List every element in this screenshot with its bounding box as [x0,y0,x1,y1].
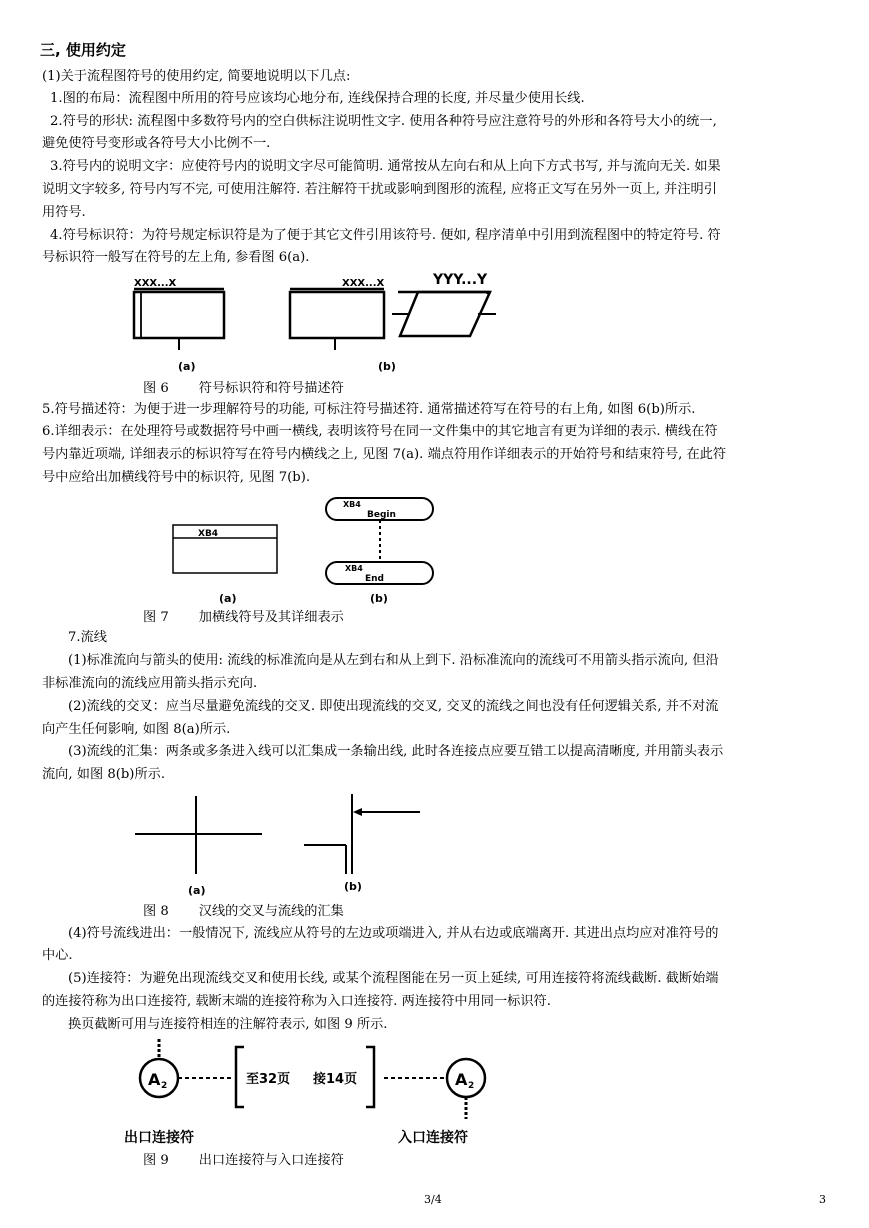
svg-text:2: 2 [161,1081,168,1091]
fig7-end-label: End [365,574,384,584]
text-line: (3)流线的汇集：两条或多条进入线可以汇集成一条输出线, 此时各连接点应要互错工以提高清晰度, 并用箭头表示 [68,744,724,759]
fig7-label-a: XB4 [198,529,219,539]
caption-text: 加横线符号及其详细表示 [198,610,344,625]
text-line: 4.符号标识符：为符号规定标识符是为了便于其它文件引用该符号. 便如, 程序清单中引用到流程图中的特定符号. 符 [50,228,721,243]
text-line: 5.符号描述符：为便于进一步理解符号的功能, 可标注符号描述符. 通常描述符写在符号的右上角, 如图 6(b)所示. [42,402,696,417]
text-line: 用符号. [42,205,86,220]
text-line: 1.图的布局：流程图中所用的符号应该均心地分布, 连线保持合理的长度, 并尽量少使用长线. [50,91,585,106]
caption-text: 出口连接符与入口连接符 [198,1153,344,1168]
caption-text: 符号标识符和符号描述符 [198,381,344,396]
figure-7 [0,492,869,612]
caption-text: 汉线的交叉与流线的汇集 [198,904,344,919]
fig6-sub-b: (b) [378,360,396,373]
text-line: 号内靠近项端, 详细表示的标识符写在符号内横线之上, 见图 7(a). 端点符用作详细表示的开始符号和结束符号, 在此符 [42,447,727,462]
text-line: 中心. [42,948,73,963]
fig8-arrow [353,808,362,816]
fig6-descriptor-id-label: XXX...X [342,278,385,289]
page-number-right: 3 [819,1193,826,1206]
text-line: 号标识符一般写在符号的左上角, 参看图 6(a). [42,250,310,265]
text-line: (2)流线的交叉：应当尽量避免流线的交叉. 即使出现流线的交叉, 交叉的流线之间也没有任何逻辑关系, 并不对流 [68,699,719,714]
caption-number: 图 6 [143,381,169,396]
fig7-end-id: XB4 [345,564,363,573]
text-line: 号中应给出加横线符号中的标识符, 见图 7(b). [42,470,311,485]
svg-text:A: A [455,1070,468,1089]
figure-9 [0,1035,869,1155]
fig6-descriptor-label: YYY...Y [433,272,488,288]
text-line: (1)标准流向与箭头的使用: 流线的标准流向是从左到右和从上到下. 沿标准流向的流线可不用箭头指示流向, 但沿 [68,653,719,668]
text-line: 的连接符称为出口连接符, 载断末端的连接符称为入口连接符. 两连接符中用同一标识符. [42,994,551,1009]
fig6-sub-a: (a) [178,360,196,373]
figure-8-caption [143,900,344,919]
text-line: 换页截断可用与连接符相连的注解符表示, 如图 9 所示. [68,1017,388,1032]
fig9-entry-label: 入口连接符 [398,1130,468,1146]
text-line: 7.流线 [68,630,107,645]
fig7-sub-a: (a) [219,592,237,605]
fig6-identifier-label: XXX...X [134,278,177,289]
fig7-striped-symbol [173,525,277,573]
fig7-begin-label: Begin [367,510,396,520]
caption-number: 图 9 [143,1153,169,1168]
fig6-symbol-b [290,292,384,338]
svg-text:2: 2 [468,1081,475,1091]
fig9-exit-label: 出口连接符 [124,1130,194,1146]
figure-9-caption [143,1149,344,1168]
fig8-sub-b: (b) [344,880,362,893]
text-line: 避免使符号变形或各符号大小比例不一. [42,136,271,151]
fig9-annotation-left: 至32页 [246,1072,291,1087]
text-line: 向产生任何影响, 如图 8(a)所示. [42,722,231,737]
fig9-annotation-right-bracket [366,1047,374,1107]
figure-7-caption [143,606,344,625]
section-title: 三, 使用约定 [40,41,126,59]
text-line: 3.符号内的说明文字：应使符号内的说明文字尽可能简明. 通常按从左向右和从上向下方式书写, 并与流向无关. 如果 [50,159,721,174]
text-line: 6.详细表示：在处理符号或数据符号中画一横线, 表明该符号在同一文件集中的其它地言有更为详细的表示. 横线在符 [42,424,718,439]
fig6-parallelogram [400,292,490,336]
figure-6 [0,272,869,402]
text-line: (5)连接符：为避免出现流线交叉和使用长线, 或某个流程图能在另一页上延续, 可用连接符将流线截断. 截断始端 [68,971,719,986]
svg-text:A: A [148,1070,161,1089]
fig7-begin-id: XB4 [343,500,361,509]
caption-number: 图 8 [143,904,169,919]
text-line: 非标准流向的流线应用箭头指示充向. [42,676,258,691]
figure-6-caption [143,377,344,396]
text-line: 2.符号的形状: 流程图中多数符号内的空白供标注说明性文字. 使用各种符号应注意符号的外形和各符号大小的统一, [50,114,717,129]
text-line: (4)符号流线进出：一般情况下, 流线应从符号的左边或项端进入, 并从右边或底端离开. 其进出点均应对准符号的 [68,926,719,941]
fig9-annotation-right: 接14页 [313,1072,358,1087]
fig9-annotation-left-bracket [236,1047,244,1107]
text-line: 流向, 如图 8(b)所示. [42,767,166,782]
fig6-symbol-a [134,292,224,338]
fig7-sub-b: (b) [370,592,388,605]
figure-8 [0,792,869,902]
caption-number: 图 7 [143,610,169,625]
fig8-sub-a: (a) [188,884,206,897]
text-line: (1)关于流程图符号的使用约定, 简要地说明以下几点: [42,69,351,84]
page-number-center: 3/4 [424,1193,442,1206]
text-line: 说明文字较多, 符号内写不完, 可使用注解符. 若注解符干扰或影响到图形的流程, 应将正文写在另外一页上, 并注明引 [42,182,717,197]
